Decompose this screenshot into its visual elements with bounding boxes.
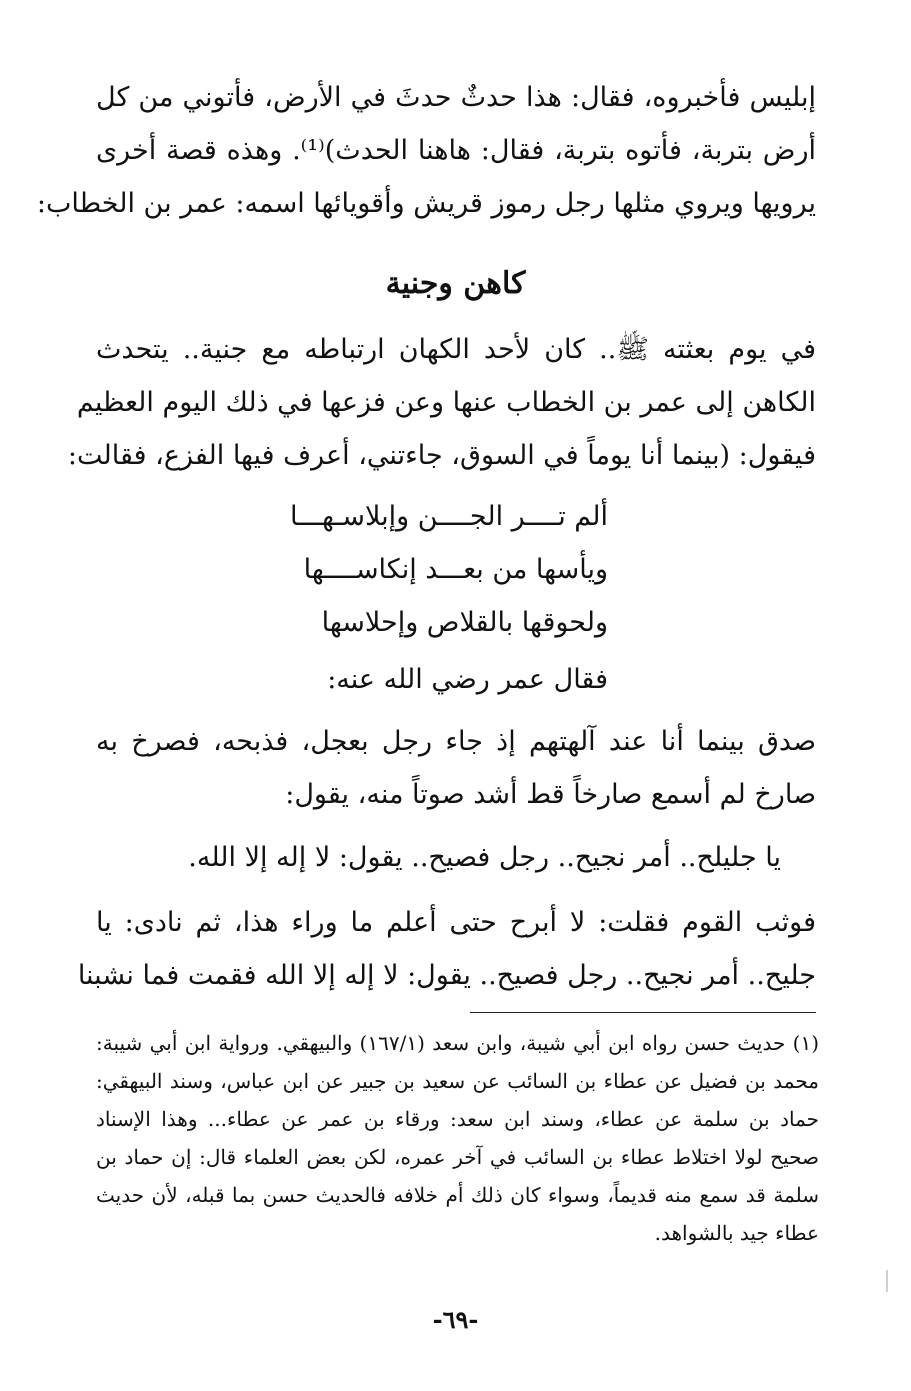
body-line: صارخ لم أسمع صارخاً قط أشد صوتاً منه، يقول: [285,779,816,810]
body-line: فوثب القوم فقلت: لا أبرح حتى أعلم ما وراء هذا، ثم نادى: يا [96,907,816,938]
footnote-line: سلمة قد سمع منه قديماً، وسواء كان ذلك أم خلافه فالحديث حسن بما قبله، لأن حديث [96,1183,819,1207]
body-line: في يوم بعثته ﷺ.. كان لأحد الكهان ارتباطه مع جنية.. يتحدث [96,334,816,365]
footnote-line: عطاء جيد بالشواهد. [654,1221,819,1245]
scan-mark [886,1270,888,1292]
footnote-separator [470,1012,816,1013]
poem-verse: ألم تــــر الجــــن وإبلاسـهـــا [290,501,608,532]
body-line: أرض بتربة، فأتوه بتربة، فقال: هاهنا الحدث)⁽¹⁾. وهذه قصة أخرى [96,135,816,166]
footnote-line: (١) حديث حسن رواه ابن أبي شيبة، وابن سعد (١٦٧/١) والبيهقي. ورواية ابن أبي شيبة: [96,1031,819,1055]
page-number: -٦٩- [432,1305,479,1334]
body-line: يرويها ويروي مثلها رجل رموز قريش وأقويائها اسمه: عمر بن الخطاب: [36,188,816,219]
poem-verse: ويأسها من بعـــد إنكاســــها [303,554,608,585]
footnote-line: حماد بن سلمة عن عطاء، وسند ابن سعد: ورقاء بن عمر عن عطاء... وهذا الإسناد [96,1107,819,1131]
body-line: الكاهن إلى عمر بن الخطاب عنها وعن فزعها في ذلك اليوم العظيم [76,387,816,418]
section-heading: كاهن وجنية [385,266,526,301]
body-line: صدق بينما أنا عند آلهتهم إذ جاء رجل بعجل، فذبحه، فصرخ به [96,726,816,757]
poem-verse: ولحوقها بالقلاص وإحلاسها [321,607,608,638]
body-line: فقال عمر رضي الله عنه: [327,664,608,695]
footnote-line: محمد بن فضيل عن عطاء بن السائب عن سعيد بن جبير عن ابن عباس، وسند البيهقي: [96,1069,819,1093]
body-line: إبليس فأخبروه، فقال: هذا حدثٌ حدثَ في الأرض، فأتوني من كل [96,82,816,113]
footnote-line: صحيح لولا اختلاط عطاء بن السائب في آخر عمره، لكن بعض العلماء قال: إن حماد بن [96,1145,819,1169]
body-line: فيقول: (بينما أنا يوماً في السوق، جاءتني، أعرف فيها الفزع، فقالت: [67,440,816,471]
body-line: يا جليلح.. أمر نجيح.. رجل فصيح.. يقول: لا إله إلا الله. [188,842,781,873]
body-line: جليح.. أمر نجيح.. رجل فصيح.. يقول: لا إله إلا الله فقمت فما نشبنا [77,960,816,991]
